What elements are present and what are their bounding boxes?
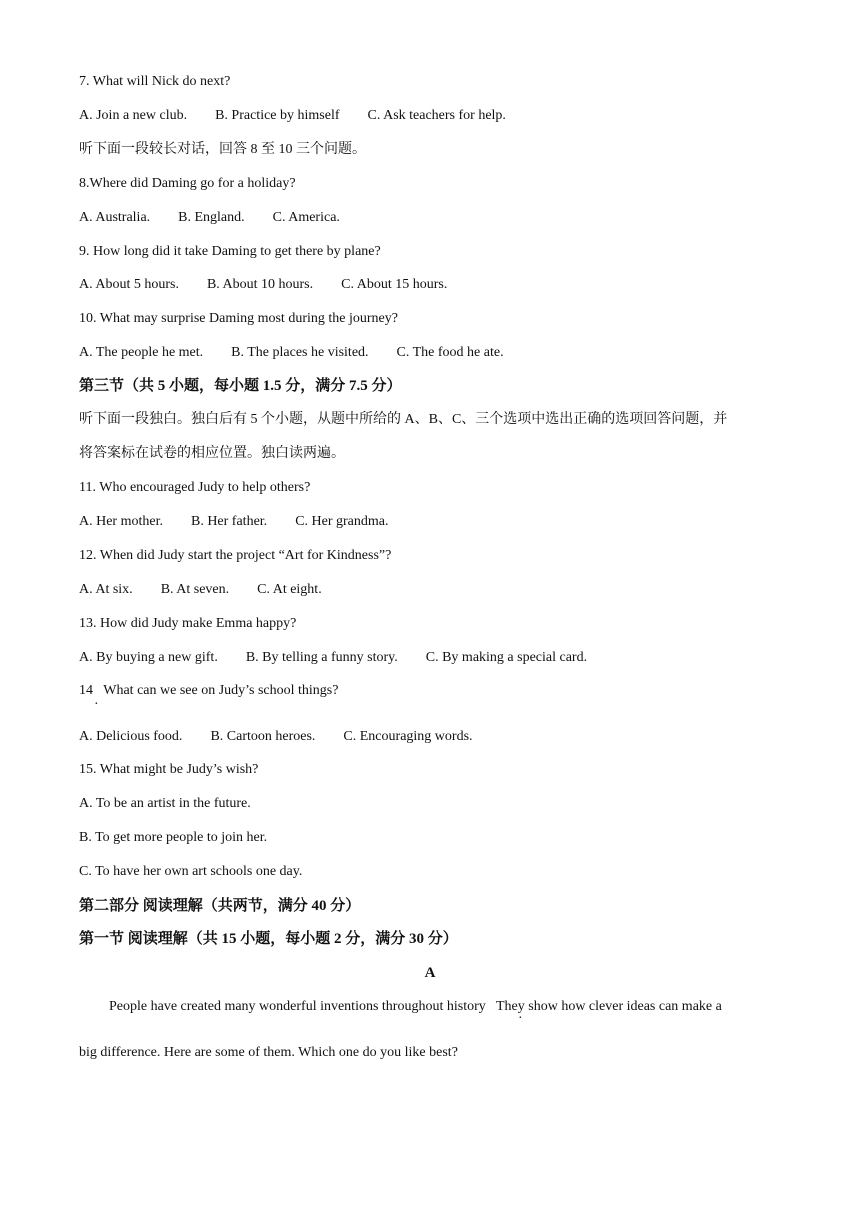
passage-line2: big difference. Here are some of them. Which one do you like best? bbox=[79, 1045, 458, 1060]
option-b: B. Practice by himself bbox=[215, 108, 340, 123]
section-3-heading: 第三节（共 5 小题，每小题 1.5 分，满分 7.5 分） bbox=[79, 378, 402, 394]
option-c: C. America. bbox=[272, 210, 340, 225]
option-c: C. About 15 hours. bbox=[341, 277, 448, 292]
option-a: A. Australia. bbox=[79, 210, 151, 225]
option-15a: A. To be an artist in the future. bbox=[79, 796, 251, 811]
option-b: B. Cartoon heroes. bbox=[210, 729, 316, 744]
question-11: 11. Who encouraged Judy to help others? bbox=[79, 480, 311, 495]
options-9 bbox=[79, 275, 447, 295]
option-a: A. At six. bbox=[79, 582, 133, 597]
options-11 bbox=[79, 512, 389, 532]
section-1-heading: 第一节 阅读理解（共 15 小题，每小题 2 分，满分 30 分） bbox=[79, 931, 458, 947]
question-7: 7. What will Nick do next? bbox=[79, 74, 231, 89]
option-b: B. The places he visited. bbox=[231, 345, 369, 360]
question-15: 15. What might be Judy’s wish? bbox=[79, 762, 259, 777]
monologue-instruction-line2: 将答案标在试卷的相应位置。独白读两遍。 bbox=[79, 446, 345, 461]
passage-title: A bbox=[424, 965, 436, 981]
option-c: C. The food he ate. bbox=[396, 345, 504, 360]
option-b: B. England. bbox=[178, 210, 245, 225]
option-b: B. Her father. bbox=[190, 514, 268, 529]
options-8 bbox=[79, 208, 340, 228]
option-b: B. By telling a funny story. bbox=[245, 650, 398, 665]
option-b: B. At seven. bbox=[160, 582, 230, 597]
option-a: A. Join a new club. bbox=[79, 108, 188, 123]
options-13 bbox=[79, 648, 587, 668]
option-a: A. By buying a new gift. bbox=[79, 650, 218, 665]
options-7 bbox=[79, 106, 506, 126]
option-b: B. About 10 hours. bbox=[206, 277, 314, 292]
question-13: 13. How did Judy make Emma happy? bbox=[79, 616, 297, 631]
options-12 bbox=[79, 580, 322, 600]
instruction-8-10: 听下面一段较长对话，回答 8 至 10 三个问题。 bbox=[79, 142, 366, 157]
option-a: A. Delicious food. bbox=[79, 729, 183, 744]
option-c: C. Ask teachers for help. bbox=[367, 108, 506, 123]
option-a: A. Her mother. bbox=[79, 514, 163, 529]
options-14 bbox=[79, 727, 473, 747]
part-2-heading: 第二部分 阅读理解（共两节，满分 40 分） bbox=[79, 898, 361, 914]
options-10 bbox=[79, 343, 504, 363]
question-14: 14 What can we see on Judy’s school things? bbox=[79, 683, 339, 698]
option-c: C. Her grandma. bbox=[295, 514, 389, 529]
stray-dot-mark: · bbox=[94, 697, 99, 712]
question-10: 10. What may surprise Daming most during the journey? bbox=[79, 311, 398, 326]
option-c: C. By making a special card. bbox=[425, 650, 588, 665]
question-9: 9. How long did it take Daming to get there by plane? bbox=[79, 244, 381, 259]
option-a: A. The people he met. bbox=[79, 345, 204, 360]
option-c: C. Encouraging words. bbox=[343, 729, 473, 744]
option-c: C. At eight. bbox=[257, 582, 322, 597]
option-a: A. About 5 hours. bbox=[79, 277, 179, 292]
question-12: 12. When did Judy start the project “Art for Kindness”? bbox=[79, 548, 392, 563]
question-8: 8.Where did Daming go for a holiday? bbox=[79, 176, 296, 191]
option-15b: B. To get more people to join her. bbox=[79, 830, 268, 845]
option-15c: C. To have her own art schools one day. bbox=[79, 864, 303, 879]
passage-line1: People have created many wonderful inventions throughout history They show how clever ideas can make a bbox=[109, 999, 722, 1014]
stray-dot-mark: · bbox=[518, 1011, 523, 1026]
monologue-instruction-line1: 听下面一段独白。独白后有 5 个小题，从题中所给的 A、B、C、三个选项中选出正确的选项回答问题，并 bbox=[79, 412, 728, 427]
